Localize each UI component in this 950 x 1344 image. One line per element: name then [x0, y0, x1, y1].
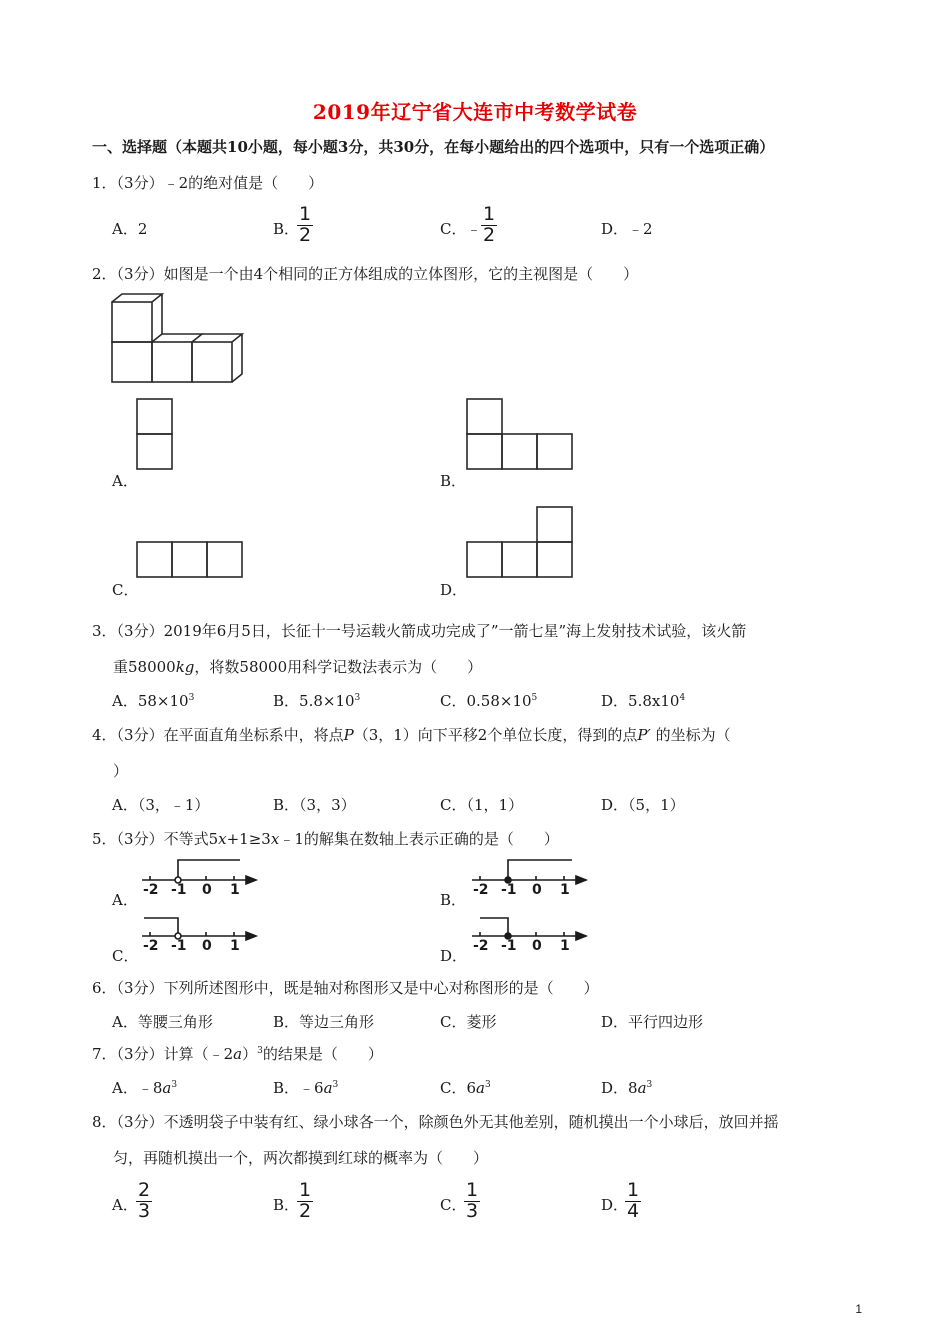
q5-b-tick-1: 1	[560, 882, 570, 898]
q5-stem-pre: 5．（3分）不等式5	[92, 830, 219, 848]
q5-d-tick-1: 1	[560, 938, 570, 954]
q2-option-b-figure	[466, 398, 576, 472]
q5-b-tick-0: 0	[532, 882, 542, 898]
q4-stem-pre: 4．（3分）在平面直角坐标系中，将点	[92, 726, 344, 744]
fraction-denominator: 2	[483, 223, 496, 246]
q5-d-tick--1: -1	[501, 938, 517, 954]
question-3-stem: 3．（3分）2019年6月5日，长征十一号运载火箭成功完成了”一箭七星”海上发射技术试验，该火箭	[92, 622, 747, 640]
q4-option-b[interactable]: B．（3，3）	[273, 796, 356, 814]
fraction-numerator: 2	[138, 1179, 151, 1201]
q5-option-d[interactable]: D．	[440, 947, 468, 965]
q7-var: a	[233, 1045, 243, 1063]
q7-stem-pre: 7．（3分）计算（﹣2	[92, 1045, 234, 1063]
q5-a-tick-1: 1	[230, 882, 240, 898]
q6-option-b[interactable]: B．等边三角形	[273, 1013, 375, 1031]
q5-var-x1: x	[218, 830, 227, 848]
q5-option-b[interactable]: B．	[440, 891, 467, 909]
q2-option-c[interactable]: C．	[112, 581, 139, 599]
q5-c-tick--2: -2	[143, 938, 159, 954]
q4-option-a[interactable]: A．（3，﹣1）	[112, 796, 210, 814]
q7-c-var: a	[476, 1079, 485, 1097]
question-3-line2	[113, 656, 482, 677]
q7-d-coef: D．8	[601, 1079, 638, 1097]
q3-c-exp: 5	[531, 693, 538, 703]
q2-option-d[interactable]: D．	[440, 581, 468, 599]
q8-option-c-fraction	[464, 1181, 480, 1222]
q6-option-a[interactable]: A．等腰三角形	[112, 1013, 213, 1031]
question-8-stem: 8．（3分）不透明袋子中装有红、绿小球各一个，除颜色外无其他差别，随机摸出一个小球后，放回并摇	[92, 1113, 779, 1131]
question-6-stem: 6．（3分）下列所述图形中，既是轴对称图形又是中心对称图形的是（ ）	[92, 979, 599, 997]
q5-b-tick--1: -1	[501, 882, 517, 898]
q5-c-tick-1: 1	[230, 938, 240, 954]
q5-c-tick--1: -1	[171, 938, 187, 954]
question-7-stem	[92, 1043, 383, 1064]
q1-option-a[interactable]: A．2	[112, 220, 148, 238]
q3-unit: kg	[175, 658, 195, 676]
q3-b-base: B．5.8×10	[273, 692, 355, 710]
q3-d-exp: 4	[679, 693, 686, 703]
fraction-numerator: 1	[466, 1179, 479, 1201]
q1-option-d[interactable]: D．﹣2	[601, 220, 653, 238]
q7-c-exp: 3	[484, 1080, 491, 1090]
q1-option-c-label[interactable]: C．﹣	[440, 220, 482, 238]
q5-option-a[interactable]: A．	[112, 891, 138, 909]
q4-point-p-prime: P′	[637, 726, 651, 744]
q5-c-tick-0: 0	[202, 938, 212, 954]
q5-b-tick--2: -2	[473, 882, 489, 898]
q7-b-coef: B．﹣6	[273, 1079, 324, 1097]
q2-option-c-figure	[136, 541, 246, 581]
q7-a-exp: 3	[171, 1080, 178, 1090]
fraction-numerator: 1	[483, 203, 496, 225]
q3-b-exp: 3	[354, 693, 361, 703]
question-5-stem	[92, 828, 559, 849]
q5-a-tick--1: -1	[171, 882, 187, 898]
q7-d-exp: 3	[646, 1080, 653, 1090]
q1-option-c-fraction	[481, 205, 497, 246]
q5-a-tick-0: 0	[202, 882, 212, 898]
q5-stem-post: ﹣1的解集在数轴上表示正确的是（ ）	[279, 830, 559, 848]
q3-a-base: A．58×10	[112, 692, 189, 710]
q5-stem-mid: +1≥3	[226, 830, 271, 848]
q2-option-b[interactable]: B．	[440, 472, 467, 490]
q7-option-b[interactable]	[273, 1077, 338, 1098]
q7-option-c[interactable]	[440, 1077, 491, 1098]
q7-a-var: a	[162, 1079, 172, 1097]
q8-option-c-label[interactable]: C．	[440, 1196, 467, 1214]
section-heading: 一、选择题（本题共10小题，每小题3分，共30分，在每小题给出的四个选项中，只有一个选项正确）	[92, 138, 775, 156]
q7-stem-mid: ）	[242, 1045, 258, 1063]
q4-option-d[interactable]: D．（5，1）	[601, 796, 685, 814]
q8-option-a-label[interactable]: A．	[112, 1196, 138, 1214]
q8-option-d-fraction	[625, 1181, 641, 1222]
q7-c-coef: C．6	[440, 1079, 477, 1097]
q4-stem-mid: （3，1）向下平移2个单位长度，得到的点	[353, 726, 638, 744]
question-4-stem	[92, 724, 731, 745]
q3-option-a[interactable]	[112, 690, 194, 711]
fraction-denominator: 2	[299, 1199, 312, 1222]
q3-line2-rest: ，将数58000用科学记数法表示为（ ）	[194, 658, 483, 676]
q2-option-a[interactable]: A．	[112, 472, 138, 490]
cube-solid-figure	[108, 292, 258, 387]
fraction-numerator: 1	[299, 1179, 312, 1201]
q5-a-tick--2: -2	[143, 882, 159, 898]
q3-number: 重58000	[113, 658, 176, 676]
q1-option-b-label[interactable]: B．	[273, 220, 300, 238]
q8-option-b-label[interactable]: B．	[273, 1196, 300, 1214]
q5-option-c[interactable]: C．	[112, 947, 139, 965]
q6-option-c[interactable]: C．菱形	[440, 1013, 497, 1031]
q7-option-a[interactable]	[112, 1077, 177, 1098]
q8-option-d-label[interactable]: D．	[601, 1196, 629, 1214]
q5-var-x2: x	[270, 830, 280, 848]
fraction-denominator: 4	[627, 1199, 640, 1222]
q7-d-var: a	[637, 1079, 647, 1097]
q7-exp: 3	[257, 1046, 263, 1056]
q1-option-b-fraction	[297, 205, 313, 246]
fraction-numerator: 1	[627, 1179, 640, 1201]
q5-d-tick-0: 0	[532, 938, 542, 954]
question-2-stem: 2．（3分）如图是一个由4个相同的正方体组成的立体图形，它的主视图是（ ）	[92, 265, 639, 283]
q3-d-base: D．5.8x10	[601, 692, 680, 710]
fraction-denominator: 2	[299, 223, 312, 246]
q2-option-d-figure	[466, 506, 576, 580]
fraction-denominator: 3	[138, 1199, 151, 1222]
question-8-line2: 匀，再随机摸出一个，两次都摸到红球的概率为（ ）	[113, 1149, 489, 1167]
q3-option-d[interactable]	[601, 690, 685, 711]
q8-option-a-fraction	[136, 1181, 152, 1222]
q7-stem-post: 的结果是（ ）	[262, 1045, 383, 1063]
question-1-stem: 1．（3分）﹣2的绝对值是（ ）	[92, 174, 324, 192]
q7-b-var: a	[323, 1079, 333, 1097]
q4-option-c[interactable]: C．（1，1）	[440, 796, 524, 814]
q3-option-c[interactable]	[440, 690, 537, 711]
page-number: 1	[855, 1302, 862, 1316]
q2-option-a-figure	[136, 398, 176, 472]
page-title: 2019年辽宁省大连市中考数学试卷	[312, 100, 638, 124]
q3-a-exp: 3	[188, 693, 195, 703]
q7-option-d[interactable]	[601, 1077, 652, 1098]
q3-c-base: C．0.58×10	[440, 692, 532, 710]
fraction-numerator: 1	[299, 203, 312, 225]
q4-point-p: P	[343, 726, 354, 744]
q5-d-tick--2: -2	[473, 938, 489, 954]
q8-option-b-fraction	[297, 1181, 313, 1222]
q6-option-d[interactable]: D．平行四边形	[601, 1013, 704, 1031]
q7-a-coef: A．﹣8	[112, 1079, 163, 1097]
q4-stem-post: 的坐标为（	[655, 726, 731, 744]
q3-option-b[interactable]	[273, 690, 360, 711]
fraction-denominator: 3	[466, 1199, 479, 1222]
q7-b-exp: 3	[332, 1080, 339, 1090]
question-4-line2: ）	[113, 762, 129, 780]
